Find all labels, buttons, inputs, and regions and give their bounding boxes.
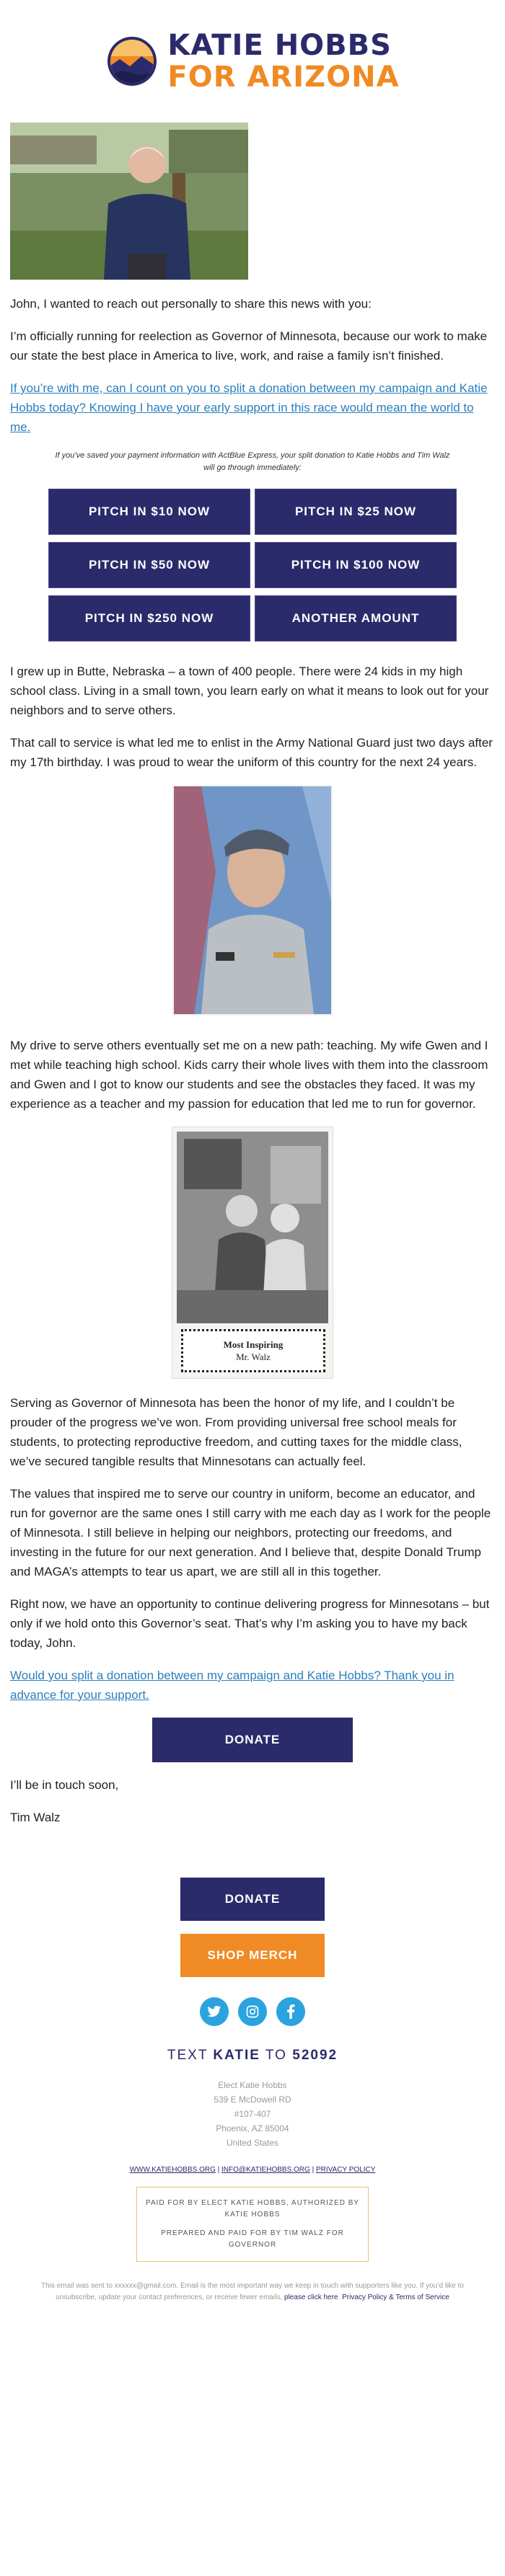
signature-text: Tim Walz <box>10 1811 61 1824</box>
walz-portrait-photo <box>10 123 248 280</box>
yearbook-caption-name: Mr. Walz <box>236 1351 271 1362</box>
unsubscribe-body: This email was sent to xxxxxx@gmail.com. Email is the most important way we keep in touch with supporters like you. If you’d like to unsubscribe, update your contact preferences, or receive fewer emails, <box>41 2282 464 2301</box>
split-donation-link-2[interactable]: Would you split a donation between my campaign and Katie Hobbs? Thank you in advance for your support. <box>10 1669 454 1702</box>
address-line: Elect Katie Hobbs <box>218 2080 287 2090</box>
signoff-text: I’ll be in touch soon, <box>10 1778 119 1792</box>
facebook-icon[interactable] <box>276 1997 305 2026</box>
story-paragraph-5: The values that inspired me to serve our country in uniform, become an educator, and run for governor are the same ones I still carry with me each day as I work for the people of Minnesota. I still believe in helping our neighbors, protecting our freedoms, and investing in the future for our next generation. And I believe that, despite Donald Trump and MAGA’s attempts to tear us apart, we are still all in this together. <box>10 1487 491 1578</box>
yearbook-caption-box <box>181 1329 325 1372</box>
paid-for-line-1: PAID FOR BY ELECT KATIE HOBBS, AUTHORIZED BY KATIE HOBBS <box>145 2199 360 2219</box>
email-link[interactable]: INFO@KATIEHOBBS.ORG <box>221 2166 310 2174</box>
split-donation-link[interactable]: If you’re with me, can I count on you to split a donation between my campaign and Katie Hobbs today? Knowing I have your early support in this race would mean the world to me. <box>10 381 488 434</box>
story-paragraph-3: My drive to serve others eventually set me on a new path: teaching. My wife Gwen and I met while teaching high school. Kids carry their whole lives with them into the classroom and Gwen and I got to know our students and see the obstacles they faced. It was my experience as a teacher and my passion for education that led me to run for governor. <box>10 1039 488 1111</box>
sunset-logo-icon <box>105 35 159 88</box>
website-link[interactable]: WWW.KATIEHOBBS.ORG <box>129 2166 216 2174</box>
terms-link[interactable]: Privacy Policy & Terms of Service <box>342 2293 449 2301</box>
military-portrait-photo <box>172 785 333 1016</box>
yearbook-image <box>177 1132 328 1323</box>
yearbook-photo <box>172 1127 333 1379</box>
privacy-policy-link[interactable]: PRIVACY POLICY <box>315 2166 376 2174</box>
logo-name: KATIE HOBBS <box>167 29 392 62</box>
pitch-in-10-button[interactable]: PITCH IN $10 NOW <box>48 489 250 535</box>
address-line: Phoenix, AZ 85004 <box>216 2123 289 2133</box>
paid-for-line-2: PREPARED AND PAID FOR BY TIM WALZ FOR GOVERNOR <box>161 2229 344 2249</box>
unsubscribe-text: This email was sent to xxxxxx@gmail.com. Email is the most important way we keep in touch with supporters like you. If you’d like to unsubscribe, update your contact preferences, or receive fewer emails, please click here. Privacy Policy & Terms of Service <box>41 2282 464 2301</box>
footer-links: WWW.KATIEHOBBS.ORG | INFO@KATIEHOBBS.ORG | PRIVACY POLICY <box>129 2166 376 2174</box>
mailing-address <box>0 2078 505 2150</box>
twitter-icon[interactable] <box>200 1997 229 2026</box>
yearbook-caption-title: Most Inspiring <box>223 1339 284 1350</box>
social-links <box>0 1997 505 2026</box>
donate-button[interactable]: DONATE <box>152 1718 353 1762</box>
address-line: #107-407 <box>234 2109 271 2119</box>
text-to-join <box>0 2048 505 2064</box>
story-paragraph-6: Right now, we have an opportunity to continue delivering progress for Minnesotans – but only if we hold onto this Governor’s seat. That’s why I’m asking you to have my back today, John. <box>10 1597 490 1650</box>
story-paragraph-4: Serving as Governor of Minnesota has been the honor of my life, and I couldn’t be prouder of the progress we’ve won. From providing universal free school meals for students, to protecting reproductive freedom, and cutting taxes for the middle class, we’ve secured tangible results that Minnesotans can actually feel. <box>10 1396 462 1468</box>
pitch-in-50-button[interactable]: PITCH IN $50 NOW <box>48 542 250 588</box>
story-paragraph-1: I grew up in Butte, Nebraska – a town of 400 people. There were 24 kids in my high school class. Living in a small town, you learn early on what it means to look out for your neighbors and to serve others. <box>10 665 489 717</box>
instagram-icon[interactable] <box>238 1997 267 2026</box>
address-line: United States <box>226 2138 279 2148</box>
actblue-note: If you’ve saved your payment information with ActBlue Express, your split donation to Katie Hobbs and Tim Walz will go through immediately: <box>55 451 450 472</box>
pitch-in-100-button[interactable]: PITCH IN $100 NOW <box>255 542 457 588</box>
greeting-paragraph: John, I wanted to reach out personally to share this news with you: <box>10 297 372 311</box>
pitch-in-250-button[interactable]: PITCH IN $250 NOW <box>48 595 250 641</box>
logo-state: FOR ARIZONA <box>167 61 400 94</box>
address-line: 539 E McDowell RD <box>214 2095 291 2105</box>
footer-donate-button[interactable]: DONATE <box>180 1878 325 1921</box>
paid-for-disclaimer <box>136 2187 369 2262</box>
email-footer <box>0 1878 505 2325</box>
text-keyword: KATIE <box>213 2048 260 2063</box>
text-number: 52092 <box>292 2048 338 2063</box>
text-prefix: TEXT <box>167 2048 208 2063</box>
donation-button-grid <box>10 489 495 641</box>
announcement-paragraph: I’m officially running for reelection as Governor of Minnesota, because our work to make our state the best place in America to live, work, and raise a family isn’t finished. <box>10 329 488 363</box>
text-to: TO <box>265 2048 287 2063</box>
another-amount-button[interactable]: ANOTHER AMOUNT <box>255 595 457 641</box>
story-paragraph-2: That call to service is what led me to enlist in the Army National Guard just two days after my 17th birthday. I was proud to wear the uniform of this country for the next 24 years. <box>10 736 493 769</box>
campaign-logo <box>0 0 505 123</box>
pitch-in-25-button[interactable]: PITCH IN $25 NOW <box>255 489 457 535</box>
shop-merch-button[interactable]: SHOP MERCH <box>180 1934 325 1977</box>
unsubscribe-link[interactable]: please click here <box>284 2293 338 2301</box>
